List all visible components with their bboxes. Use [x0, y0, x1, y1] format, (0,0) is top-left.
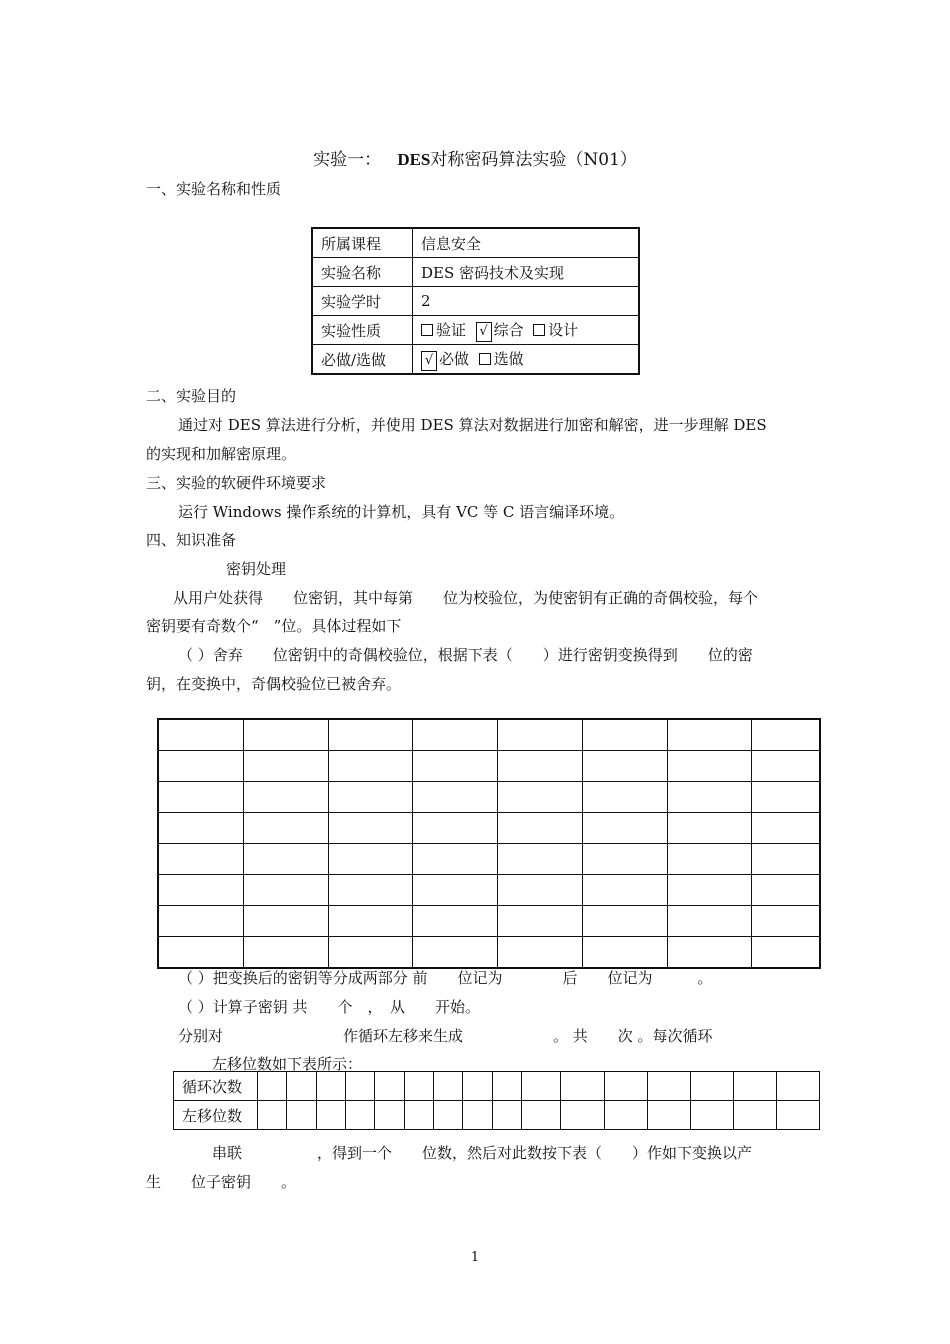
table-cell — [752, 782, 820, 813]
table-cell — [561, 1072, 604, 1101]
table-cell — [733, 1072, 776, 1101]
table-row: 实验性质 验证 √ 综合 设计 — [312, 316, 639, 345]
table-cell — [243, 813, 328, 844]
table-row — [158, 751, 820, 782]
table-cell — [413, 875, 498, 906]
table-cell — [498, 813, 583, 844]
table-cell — [257, 1072, 286, 1101]
table-cell — [498, 719, 583, 751]
table-cell — [328, 782, 413, 813]
table-cell — [243, 782, 328, 813]
table-cell — [498, 751, 583, 782]
table-row — [158, 813, 820, 844]
checkbox-design[interactable] — [533, 324, 545, 336]
table-cell — [316, 1072, 345, 1101]
table-row — [158, 875, 820, 906]
key-processing-heading: 密钥处理 — [226, 560, 287, 578]
table-cell — [733, 1101, 776, 1130]
table-cell — [667, 844, 752, 875]
table-cell — [752, 719, 820, 751]
table-cell — [752, 844, 820, 875]
table-cell — [492, 1072, 521, 1101]
purpose-text-cont: 的实现和加解密原理。 — [146, 445, 297, 463]
table-cell — [604, 1101, 647, 1130]
table-cell — [243, 875, 328, 906]
table-cell — [434, 1072, 463, 1101]
table-cell — [582, 719, 667, 751]
table-cell — [375, 1072, 404, 1101]
table-cell — [413, 719, 498, 751]
table-cell — [498, 844, 583, 875]
paragraph-2-cont: 钥，在变换中，奇偶校验位已被舍弃。 — [146, 675, 402, 693]
table-cell — [345, 1101, 374, 1130]
table-cell — [776, 1072, 819, 1101]
section-heading-3: 三、实验的软硬件环境要求 — [146, 474, 327, 492]
table-cell — [413, 844, 498, 875]
table-cell — [404, 1101, 433, 1130]
table-cell — [243, 719, 328, 751]
table-cell — [667, 937, 752, 969]
paragraph-2: （ ）舍弃 位密钥中的奇偶校验位，根据下表（ ）进行密钥变换得到 位的密 — [178, 646, 753, 664]
table-cell — [690, 1072, 733, 1101]
table-cell — [413, 751, 498, 782]
table-cell — [582, 813, 667, 844]
table-cell — [667, 813, 752, 844]
table-cell — [752, 813, 820, 844]
checkbox-required[interactable]: √ — [421, 351, 437, 371]
page-title: 实验一： DES对称密码算法实验（N01） — [313, 150, 637, 170]
section-heading-4: 四、知识准备 — [146, 531, 237, 549]
loop-text: 分别对 作循环左移来生成 。 共 次 。每次循环 — [178, 1027, 713, 1045]
table-cell — [752, 906, 820, 937]
table-cell — [243, 751, 328, 782]
table-cell — [667, 719, 752, 751]
step-2-text: （ ）把变换后的密钥等分成两部分 前 位记为 后 位记为 。 — [178, 969, 713, 987]
table-cell — [752, 875, 820, 906]
table-cell — [667, 751, 752, 782]
table-cell — [375, 1101, 404, 1130]
shift-table — [173, 1071, 820, 1130]
table-cell — [328, 813, 413, 844]
table-cell — [328, 937, 413, 969]
table-cell — [647, 1072, 690, 1101]
table-cell — [582, 937, 667, 969]
table-cell — [667, 875, 752, 906]
table-row: 实验名称 DES 密码技术及实现 — [312, 258, 639, 287]
table-cell — [345, 1072, 374, 1101]
table-cell — [158, 813, 243, 844]
table-cell — [158, 719, 243, 751]
table-cell — [328, 875, 413, 906]
table-row: 实验学时 2 — [312, 287, 639, 316]
table-row — [158, 844, 820, 875]
purpose-text: 通过对 DES 算法进行分析，并使用 DES 算法对数据进行加密和解密，进一步理解 DES — [178, 416, 767, 434]
table-cell — [328, 751, 413, 782]
table-row — [158, 937, 820, 969]
table-cell — [498, 937, 583, 969]
table-row: 循环次数 — [174, 1072, 820, 1101]
table-cell — [257, 1101, 286, 1130]
table-cell — [522, 1101, 561, 1130]
paragraph-1-cont: 密钥要有奇数个“ ”位。具体过程如下 — [146, 617, 402, 635]
table-cell — [582, 782, 667, 813]
table-cell — [582, 751, 667, 782]
table-cell — [287, 1101, 316, 1130]
table-cell — [243, 906, 328, 937]
table-cell — [498, 906, 583, 937]
table-cell — [158, 751, 243, 782]
table-cell — [463, 1072, 492, 1101]
table-cell — [158, 782, 243, 813]
table-cell — [328, 719, 413, 751]
table-cell — [158, 844, 243, 875]
table-row: 必做/选做 √ 必做 选做 — [312, 345, 639, 375]
table-cell — [243, 844, 328, 875]
table-cell — [561, 1101, 604, 1130]
table-cell — [158, 937, 243, 969]
table-cell — [404, 1072, 433, 1101]
table-row: 所属课程 信息安全 — [312, 228, 639, 258]
table-cell — [328, 906, 413, 937]
table-cell — [413, 937, 498, 969]
table-cell — [690, 1101, 733, 1130]
table-cell — [582, 844, 667, 875]
table-cell — [463, 1101, 492, 1130]
table-cell — [498, 782, 583, 813]
checkbox-optional[interactable] — [479, 353, 491, 365]
concat-text-cont: 生 位子密钥 。 — [146, 1173, 297, 1191]
table-cell — [434, 1101, 463, 1130]
table-row — [158, 719, 820, 751]
table-cell — [604, 1072, 647, 1101]
table-cell — [328, 844, 413, 875]
section-heading-2: 二、实验目的 — [146, 387, 237, 405]
table-cell — [413, 813, 498, 844]
table-row — [158, 906, 820, 937]
table-row — [158, 782, 820, 813]
table-cell — [752, 751, 820, 782]
table-cell — [316, 1101, 345, 1130]
table-cell — [498, 875, 583, 906]
table-cell — [667, 782, 752, 813]
nature-options: 验证 √ 综合 设计 — [413, 316, 640, 345]
required-options: √ 必做 选做 — [413, 345, 640, 375]
table-cell — [492, 1101, 521, 1130]
checkbox-comprehensive[interactable]: √ — [476, 322, 492, 342]
page-number: 1 — [470, 1250, 480, 1265]
table-row: 左移位数 — [174, 1101, 820, 1130]
checkbox-verify[interactable] — [421, 324, 433, 336]
info-table — [311, 227, 640, 375]
env-text: 运行 Windows 操作系统的计算机，具有 VC 等 C 语言编译环境。 — [178, 503, 625, 521]
table-cell — [158, 906, 243, 937]
concat-text: 串联 ，得到一个 位数，然后对此数按下表（ ）作如下变换以产 — [212, 1144, 753, 1162]
table-cell — [582, 906, 667, 937]
table-cell — [243, 937, 328, 969]
table-cell — [158, 875, 243, 906]
table-cell — [413, 906, 498, 937]
shift-intro: 左移位数如下表所示： — [212, 1055, 363, 1073]
table-cell — [752, 937, 820, 969]
table-cell — [287, 1072, 316, 1101]
table-cell — [413, 782, 498, 813]
step-3-text: （ ）计算子密钥 共 个 ， 从 开始。 — [178, 998, 481, 1016]
table-cell — [522, 1072, 561, 1101]
section-heading-1: 一、实验名称和性质 — [146, 180, 282, 198]
table-cell — [776, 1101, 819, 1130]
table-cell — [667, 906, 752, 937]
paragraph-1: 从用户处获得 位密钥，其中每第 位为校验位，为使密钥有正确的奇偶校验，每个 — [173, 589, 759, 607]
table-cell — [647, 1101, 690, 1130]
empty-permutation-table — [157, 718, 821, 969]
table-cell — [582, 875, 667, 906]
